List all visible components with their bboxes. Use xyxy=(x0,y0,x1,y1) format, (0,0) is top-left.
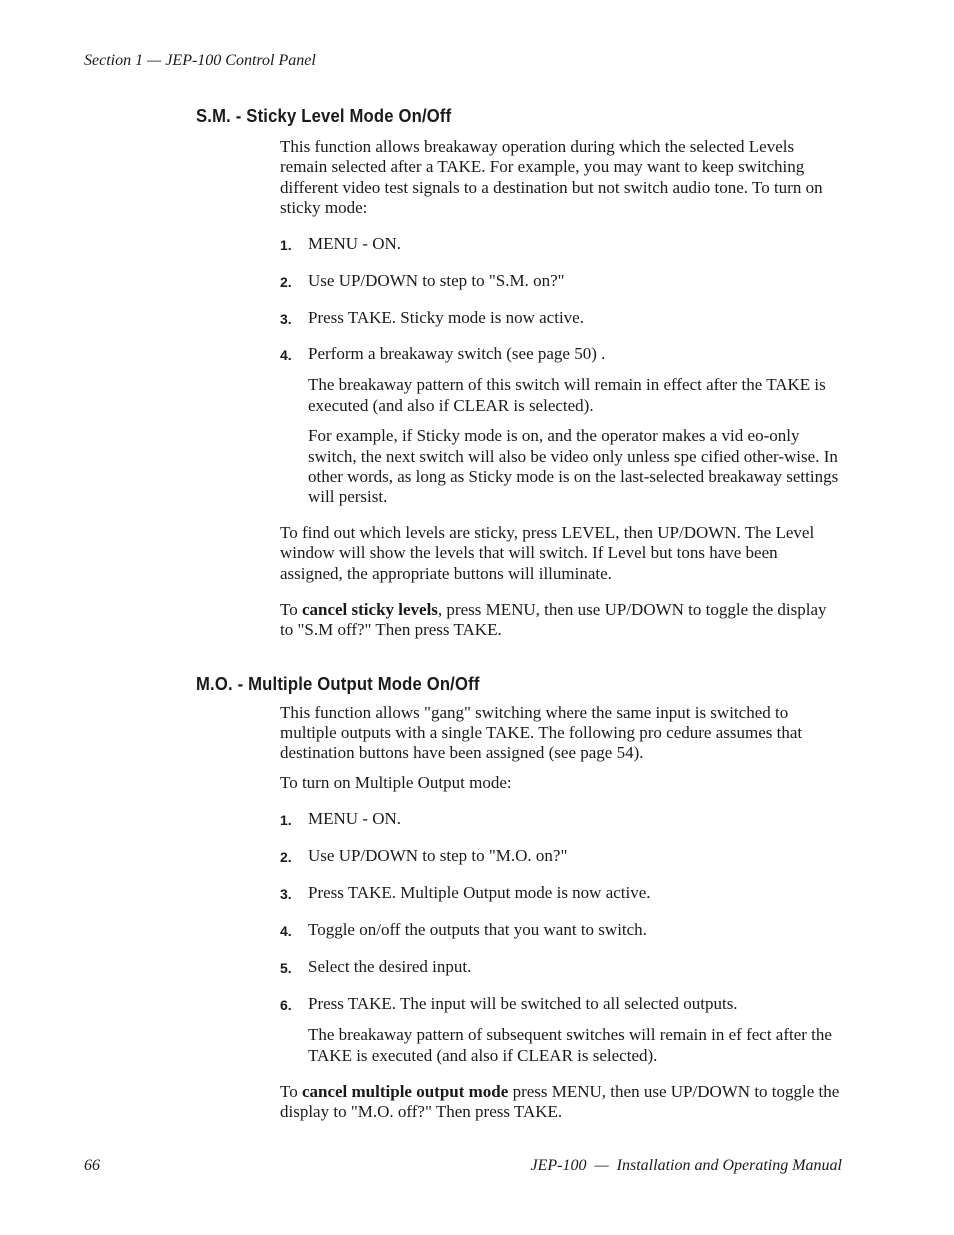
note-paragraph: The breakaway pattern of this switch will remain in effect after the TAKE is executed (and also if CLEAR is selected). xyxy=(308,375,826,415)
step-text: Press TAKE. Multiple Output mode is now active. xyxy=(308,883,651,903)
step-item xyxy=(280,234,842,255)
cancel-emphasis: cancel multiple output mode xyxy=(301,1081,509,1101)
step-number: 5. xyxy=(280,960,292,977)
step-text: Press TAKE. Sticky mode is now active. xyxy=(308,307,584,327)
step-text: Use UP/DOWN to step to "S.M. on?" xyxy=(308,270,565,290)
step-number: 6. xyxy=(280,997,292,1014)
step-text: Toggle on/off the outputs that you want to switch. xyxy=(308,920,647,940)
note-paragraph: The breakaway pattern of subsequent switches will remain in ef fect after the TAKE is executed (and also if CLEAR is selected). xyxy=(308,1025,832,1065)
page-link[interactable]: page 54 xyxy=(580,743,634,763)
step-item xyxy=(280,883,842,904)
step-item xyxy=(280,920,842,941)
step-number: 3. xyxy=(280,310,292,327)
step-number: 1. xyxy=(280,236,292,253)
step-text: Select the desired input. xyxy=(308,957,472,977)
cancel-prefix: To xyxy=(280,599,302,619)
cancel-paragraph xyxy=(280,1082,842,1123)
footer-title: JEP-100 — Installation and Operating Manual xyxy=(530,1157,842,1174)
page-content xyxy=(196,104,846,1123)
body-paragraph: To find out which levels are sticky, press LEVEL, then UP/DOWN. The Level window will show the levels that will switch. If Level but tons have been assigned, the appropriate buttons will illuminate. xyxy=(280,522,815,583)
step-text-after: ) . xyxy=(591,344,606,364)
step-text: MENU - ON. xyxy=(308,233,402,253)
step-item xyxy=(280,846,842,867)
step-item xyxy=(280,271,842,292)
step-number: 1. xyxy=(280,812,292,829)
step-item xyxy=(280,344,842,365)
intro-text-after: ). xyxy=(633,743,644,763)
intro-paragraph: This function allows breakaway operation during which the selected Levels remain selected after a TAKE. For example, you may want to keep switching different video test signals to a destination but not switch audio tone. To turn on sticky mode: xyxy=(280,137,823,218)
body-paragraph: To turn on Multiple Output mode: xyxy=(280,773,512,793)
intro-text-before: This function allows "gang" switching where the same input is switched to multiple outputs with a single TAKE. The following pro cedure assumes that destination buttons have been assigned (see xyxy=(280,702,803,763)
note-paragraph: For example, if Sticky mode is on, and the operator makes a vid eo-only switch, the next switch will also be video only unless spe cified other-wise. In other words, as long as Sticky mode is on the last-selected breakaway settings will persist. xyxy=(308,426,839,507)
step-text: Use UP/DOWN to step to "M.O. on?" xyxy=(308,846,568,866)
step-number: 2. xyxy=(280,273,292,290)
cancel-paragraph xyxy=(280,600,842,641)
section-body-sticky-level xyxy=(280,137,842,641)
step-text: Press TAKE. The input will be switched to all selected outputs. xyxy=(308,994,738,1014)
running-head: Section 1 — JEP-100 Control Panel xyxy=(84,52,316,69)
step-text xyxy=(308,344,842,365)
step-number: 3. xyxy=(280,886,292,903)
step-number: 2. xyxy=(280,849,292,866)
step-item xyxy=(280,957,842,978)
step-text: MENU - ON. xyxy=(308,809,402,829)
section-body-multiple-output xyxy=(280,703,842,1123)
step-item xyxy=(280,308,842,329)
step-item xyxy=(280,994,842,1015)
cancel-emphasis: cancel sticky levels xyxy=(301,599,438,619)
section-heading-sticky-level: S.M. - Sticky Level Mode On/Off xyxy=(196,105,452,126)
intro-paragraph xyxy=(280,703,842,764)
step-item xyxy=(280,809,842,830)
cancel-suffix: , press MENU, then use UP/DOWN to toggle the display to "S.M off?" Then press TAKE. xyxy=(280,599,827,640)
step-number: 4. xyxy=(280,347,292,364)
page-link[interactable]: page 50 xyxy=(537,344,592,364)
cancel-prefix: To xyxy=(280,1081,302,1101)
step-text-before: Perform a breakaway switch (see xyxy=(308,344,538,364)
cancel-suffix: press MENU, then use UP/DOWN to toggle the display to "M.O. off?" Then press TAKE. xyxy=(280,1081,840,1122)
step-number: 4. xyxy=(280,923,292,940)
section-heading-multiple-output: M.O. - Multiple Output Mode On/Off xyxy=(196,672,480,694)
page-number: 66 xyxy=(84,1157,100,1174)
